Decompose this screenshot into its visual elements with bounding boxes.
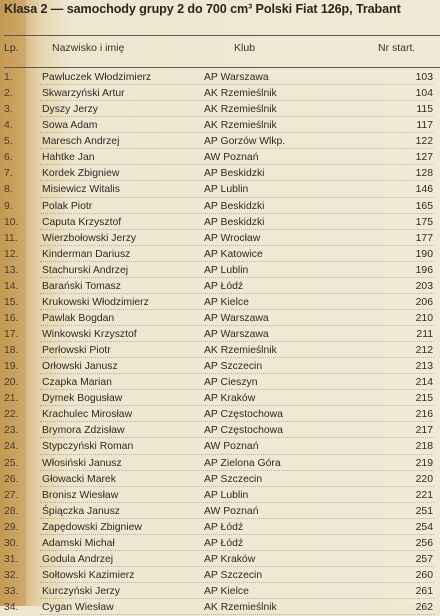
row-name: Kordek Zbigniew <box>42 168 120 180</box>
row-start-number: 203 <box>415 280 433 292</box>
row-name: Krachulec Mirosław <box>42 409 133 421</box>
row-name: Krukowski Włodzimierz <box>42 296 149 308</box>
row-club: AW Poznań <box>204 441 259 453</box>
page-title: Klasa 2 — samochody grupy 2 do 700 cm³ Polski Fiat 126p, Trabant <box>4 2 401 16</box>
row-name: Winkowski Krzysztof <box>42 329 137 340</box>
table-row <box>0 520 440 536</box>
header-bottom-rule <box>4 67 440 68</box>
row-lp: 24. <box>4 441 19 453</box>
row-lp: 33. <box>4 586 19 597</box>
row-club: AP Zielona Góra <box>204 457 281 469</box>
row-club: AP Łódź <box>204 537 244 549</box>
row-club: AP Beskidzki <box>204 200 265 212</box>
row-name: Pawlak Bogdan <box>42 312 115 324</box>
row-name: Brymora Zdzisław <box>42 425 125 437</box>
row-start-number: 218 <box>415 441 433 453</box>
row-start-number: 251 <box>415 505 433 517</box>
row-club: AP Lublin <box>204 184 249 196</box>
table-row <box>0 488 440 504</box>
row-name: Głowacki Marek <box>42 473 116 485</box>
table-row <box>0 536 440 552</box>
row-club: AP Kielce <box>204 296 249 308</box>
row-start-number: 211 <box>416 329 433 340</box>
row-name: Caputa Krzysztof <box>42 216 122 228</box>
row-start-number: 127 <box>415 152 433 164</box>
row-club: AP Warszawa <box>204 72 269 83</box>
row-start-number: 260 <box>415 569 433 581</box>
table-row <box>0 472 440 488</box>
row-start-number: 146 <box>415 184 433 196</box>
table-row <box>0 166 440 182</box>
row-start-number: 219 <box>415 457 433 469</box>
row-start-number: 175 <box>415 216 433 228</box>
row-name: Cygan Wiesław <box>42 602 114 614</box>
row-name: Perłowski Piotr <box>42 345 111 357</box>
row-start-number: 261 <box>415 586 433 597</box>
table-row <box>0 231 440 247</box>
row-name: Stachurski Andrzej <box>42 264 129 276</box>
row-club: AP Częstochowa <box>204 409 283 421</box>
row-name: Orłowski Janusz <box>42 361 118 373</box>
table-row <box>0 102 440 118</box>
row-club: AP Katowice <box>204 248 263 260</box>
row-start-number: 177 <box>415 232 433 244</box>
row-club: AP Szczecin <box>204 569 263 581</box>
table-row <box>0 568 440 584</box>
row-lp: 4. <box>4 120 13 132</box>
row-club: AK Rzemieślnik <box>204 88 277 100</box>
row-start-number: 190 <box>415 248 433 260</box>
row-start-number: 103 <box>415 72 433 83</box>
row-lp: 26. <box>4 473 19 485</box>
table-row <box>0 423 440 439</box>
row-name: Kinderman Dariusz <box>42 248 131 260</box>
row-name: Maresch Andrzej <box>42 136 120 148</box>
table-row <box>0 182 440 198</box>
row-lp: 20. <box>4 377 19 389</box>
row-name: Dymek Bogusław <box>42 393 123 405</box>
row-club: AP Beskidzki <box>204 216 265 228</box>
table-row <box>0 504 440 520</box>
row-club: AP Kraków <box>204 553 256 565</box>
header-club: Klub <box>234 42 256 54</box>
header-start-number: Nr start. <box>378 42 416 54</box>
row-lp: 34. <box>4 602 19 614</box>
row-name: Bronisz Wiesław <box>42 489 119 501</box>
table-row <box>0 456 440 472</box>
row-club: AP Kielce <box>204 586 249 597</box>
row-club: AP Beskidzki <box>204 168 265 180</box>
table-row <box>0 343 440 359</box>
row-lp: 21. <box>4 393 19 405</box>
row-lp: 9. <box>4 200 13 212</box>
table-row <box>0 134 440 150</box>
table-row <box>0 327 440 343</box>
row-start-number: 217 <box>415 425 433 437</box>
row-start-number: 196 <box>415 264 433 276</box>
row-name: Dyszy Jerzy <box>42 104 98 116</box>
table-row <box>0 86 440 102</box>
row-club: AP Wrocław <box>204 232 261 244</box>
row-club: AK Rzemieślnik <box>204 602 277 614</box>
row-lp: 5. <box>4 136 13 148</box>
row-lp: 14. <box>4 280 19 292</box>
row-club: AP Łódź <box>204 280 244 292</box>
row-club: AP Szczecin <box>204 361 263 373</box>
row-start-number: 117 <box>416 120 433 132</box>
row-lp: 11. <box>4 232 18 244</box>
row-club: AP Łódź <box>204 521 244 533</box>
row-lp: 23. <box>4 425 19 437</box>
row-name: Czapka Marian <box>42 377 112 389</box>
row-club: AP Lublin <box>204 489 249 501</box>
row-lp: 16. <box>4 312 19 324</box>
row-lp: 1. <box>4 72 13 83</box>
row-lp: 13. <box>4 264 19 276</box>
row-name: Wierzbołowski Jerzy <box>42 232 137 244</box>
table-row <box>0 150 440 166</box>
row-club: AP Częstochowa <box>204 425 283 437</box>
row-club: AP Gorzów Wlkp. <box>204 136 286 148</box>
header-top-rule <box>4 35 440 36</box>
row-start-number: 256 <box>415 537 433 549</box>
table-row <box>0 199 440 215</box>
row-start-number: 122 <box>415 136 433 148</box>
row-start-number: 220 <box>415 473 433 485</box>
row-start-number: 104 <box>415 88 433 100</box>
row-name: Włosiński Janusz <box>42 457 122 469</box>
row-lp: 6. <box>4 152 13 164</box>
row-name: Sowa Adam <box>42 120 98 132</box>
row-club: AP Kraków <box>204 393 256 405</box>
row-start-number: 221 <box>415 489 433 501</box>
header-name: Nazwisko i imię <box>52 42 125 54</box>
row-lp: 15. <box>4 296 19 308</box>
table-row <box>0 375 440 391</box>
row-club: AK Rzemieślnik <box>204 345 277 357</box>
table-row <box>0 70 440 86</box>
row-lp: 8. <box>4 184 13 196</box>
row-lp: 7. <box>4 168 13 180</box>
row-club: AP Warszawa <box>204 312 269 324</box>
header-lp: Lp. <box>4 42 19 54</box>
row-name: Polak Piotr <box>42 200 93 212</box>
row-lp: 2. <box>4 88 13 100</box>
row-start-number: 165 <box>415 200 433 212</box>
row-name: Pawluczek Włodzimierz <box>42 72 152 83</box>
row-start-number: 215 <box>415 393 433 405</box>
table-row <box>0 118 440 134</box>
row-lp: 19. <box>4 361 19 373</box>
row-lp: 28. <box>4 505 19 517</box>
row-lp: 12. <box>4 248 19 260</box>
row-lp: 27. <box>4 489 19 501</box>
row-start-number: 254 <box>415 521 433 533</box>
table-row <box>0 600 440 616</box>
row-name: Skwarzyński Artur <box>42 88 125 100</box>
row-start-number: 262 <box>415 602 433 614</box>
table-row <box>0 247 440 263</box>
row-start-number: 214 <box>415 377 433 389</box>
table-row <box>0 584 440 600</box>
row-club: AW Poznań <box>204 152 259 164</box>
row-club: AP Cieszyn <box>204 377 258 389</box>
row-club: AP Warszawa <box>204 329 269 340</box>
row-lp: 29. <box>4 521 19 533</box>
row-name: Sołtowski Kazimierz <box>42 569 135 581</box>
row-name: Misiewicz Witalis <box>42 184 120 196</box>
row-start-number: 216 <box>415 409 433 421</box>
row-name: Stypczyński Roman <box>42 441 134 453</box>
row-name: Barański Tomasz <box>42 280 121 292</box>
table-row <box>0 391 440 407</box>
table-row <box>0 215 440 231</box>
row-name: Zapędowski Zbigniew <box>42 521 142 533</box>
table-row <box>0 279 440 295</box>
row-name: Śpiączka Janusz <box>42 505 120 517</box>
row-name: Adamski Michał <box>42 537 115 549</box>
row-club: AK Rzemieślnik <box>204 120 277 132</box>
row-club: AK Rzemieślnik <box>204 104 277 116</box>
table-row <box>0 439 440 455</box>
row-lp: 3. <box>4 104 13 116</box>
row-lp: 31. <box>4 553 19 565</box>
row-lp: 25. <box>4 457 19 469</box>
row-club: AW Poznań <box>204 505 259 517</box>
table-row <box>0 359 440 375</box>
table-row <box>0 311 440 327</box>
row-start-number: 210 <box>415 312 433 324</box>
row-start-number: 115 <box>416 104 433 116</box>
row-start-number: 212 <box>415 345 433 357</box>
row-start-number: 128 <box>415 168 433 180</box>
table-row <box>0 552 440 568</box>
row-lp: 32. <box>4 569 19 581</box>
results-table <box>0 70 440 616</box>
table-row <box>0 407 440 423</box>
row-lp: 17. <box>4 329 19 340</box>
row-start-number: 213 <box>415 361 433 373</box>
row-club: AP Lublin <box>204 264 249 276</box>
row-start-number: 206 <box>415 296 433 308</box>
row-lp: 22. <box>4 409 19 421</box>
row-lp: 10. <box>4 216 19 228</box>
table-row <box>0 263 440 279</box>
row-name: Hahtke Jan <box>42 152 95 164</box>
row-name: Godula Andrzej <box>42 553 114 565</box>
row-name: Kurczyński Jerzy <box>42 586 120 597</box>
row-start-number: 257 <box>415 553 433 565</box>
row-club: AP Szczecin <box>204 473 263 485</box>
row-lp: 18. <box>4 345 19 357</box>
row-lp: 30. <box>4 537 19 549</box>
table-row <box>0 295 440 311</box>
